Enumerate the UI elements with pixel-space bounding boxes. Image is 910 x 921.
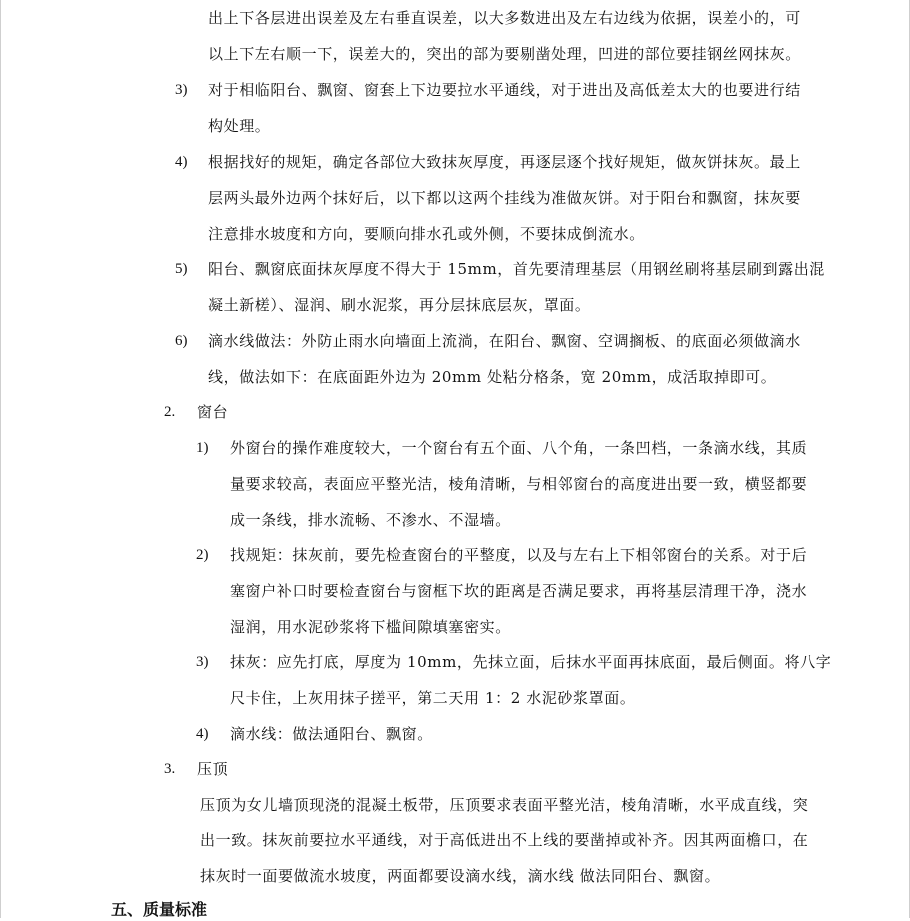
list-item-number: 4) bbox=[175, 154, 188, 170]
list-item-line: 抹灰：应先打底，厚度为 10mm，先抹立面，后抹水平面再抹底面，最后侧面。将八字 bbox=[230, 653, 832, 671]
list-item-line: 滴水线：做法通阳台、飘窗。 bbox=[230, 725, 433, 743]
list-item-line: 注意排水坡度和方向，要顺向排水孔或外侧，不要抹成倒流水。 bbox=[208, 225, 645, 243]
list-item-number: 5) bbox=[175, 261, 188, 277]
section-number: 2. bbox=[164, 404, 176, 420]
list-item-line: 阳台、飘窗底面抹灰厚度不得大于 15mm，首先要清理基层（用钢丝刷将基层刷到露出混 bbox=[208, 260, 825, 278]
list-item-number: 3) bbox=[196, 654, 209, 670]
paragraph-line: 以上下左右顺一下，误差大的，突出的部为要剔凿处理，凹进的部位要挂钢丝网抹灰。 bbox=[208, 45, 801, 63]
list-item-line: 根据找好的规矩，确定各部位大致抹灰厚度，再逐层逐个找好规矩，做灰饼抹灰。最上 bbox=[208, 153, 801, 171]
list-item-number: 1) bbox=[196, 440, 209, 456]
list-item-line: 滴水线做法：外防止雨水向墙面上流淌，在阳台、飘窗、空调搁板、的底面必须做滴水 bbox=[208, 332, 801, 350]
list-item-line: 成一条线，排水流畅、不渗水、不湿墙。 bbox=[230, 511, 511, 529]
list-item-line: 层两头最外边两个抹好后，以下都以这两个挂线为准做灰饼。对于阳台和飘窗，抹灰要 bbox=[208, 189, 801, 207]
list-item-line: 构处理。 bbox=[208, 117, 271, 135]
list-item-line: 尺卡住，上灰用抹子搓平，第二天用 1：2 水泥砂浆罩面。 bbox=[230, 689, 636, 707]
section-number: 3. bbox=[164, 761, 176, 777]
section-heading: 五、质量标准 bbox=[111, 900, 208, 919]
list-item-line: 量要求较高，表面应平整光洁，棱角清晰，与相邻窗台的高度进出要一致，横竖都要 bbox=[230, 475, 808, 493]
list-item-line: 对于相临阳台、飘窗、窗套上下边要拉水平通线，对于进出及高低差太大的也要进行结 bbox=[208, 81, 801, 99]
list-item-number: 3) bbox=[175, 82, 188, 98]
list-item-line: 塞窗户补口时要检查窗台与窗框下坎的距离是否满足要求，再将基层清理干净，浇水 bbox=[230, 582, 808, 600]
list-item-number: 2) bbox=[196, 547, 209, 563]
list-item-line: 外窗台的操作难度较大，一个窗台有五个面、八个角，一条凹档，一条滴水线，其质 bbox=[230, 439, 808, 457]
list-item-line: 找规矩：抹灰前，要先检查窗台的平整度，以及与左右上下相邻窗台的关系。对于后 bbox=[230, 546, 808, 564]
section-title: 压顶 bbox=[197, 760, 229, 778]
paragraph-line: 出上下各层进出误差及左右垂直误差，以大多数进出及左右边线为依据，误差小的，可 bbox=[208, 9, 801, 27]
paragraph-line: 抹灰时一面要做流水坡度，两面都要设滴水线，滴水线 做法同阳台、飘窗。 bbox=[200, 867, 721, 885]
list-item-line: 凝土新槎）、湿润、刷水泥浆，再分层抹底层灰，罩面。 bbox=[208, 296, 591, 314]
paragraph-line: 出一致。抹灰前要拉水平通线，对于高低进出不上线的要凿掉或补齐。因其两面檐口，在 bbox=[200, 831, 809, 849]
list-item-line: 线，做法如下：在底面距外边为 20mm 处粘分格条，宽 20mm，成活取掉即可。 bbox=[208, 368, 777, 386]
section-title: 窗台 bbox=[197, 403, 229, 421]
list-item-number: 6) bbox=[175, 333, 188, 349]
list-item-number: 4) bbox=[196, 726, 209, 742]
list-item-line: 湿润，用水泥砂浆将下槛间隙填塞密实。 bbox=[230, 618, 511, 636]
paragraph-line: 压顶为女儿墙顶现浇的混凝土板带，压顶要求表面平整光洁，棱角清晰，水平成直线，突 bbox=[200, 796, 809, 814]
